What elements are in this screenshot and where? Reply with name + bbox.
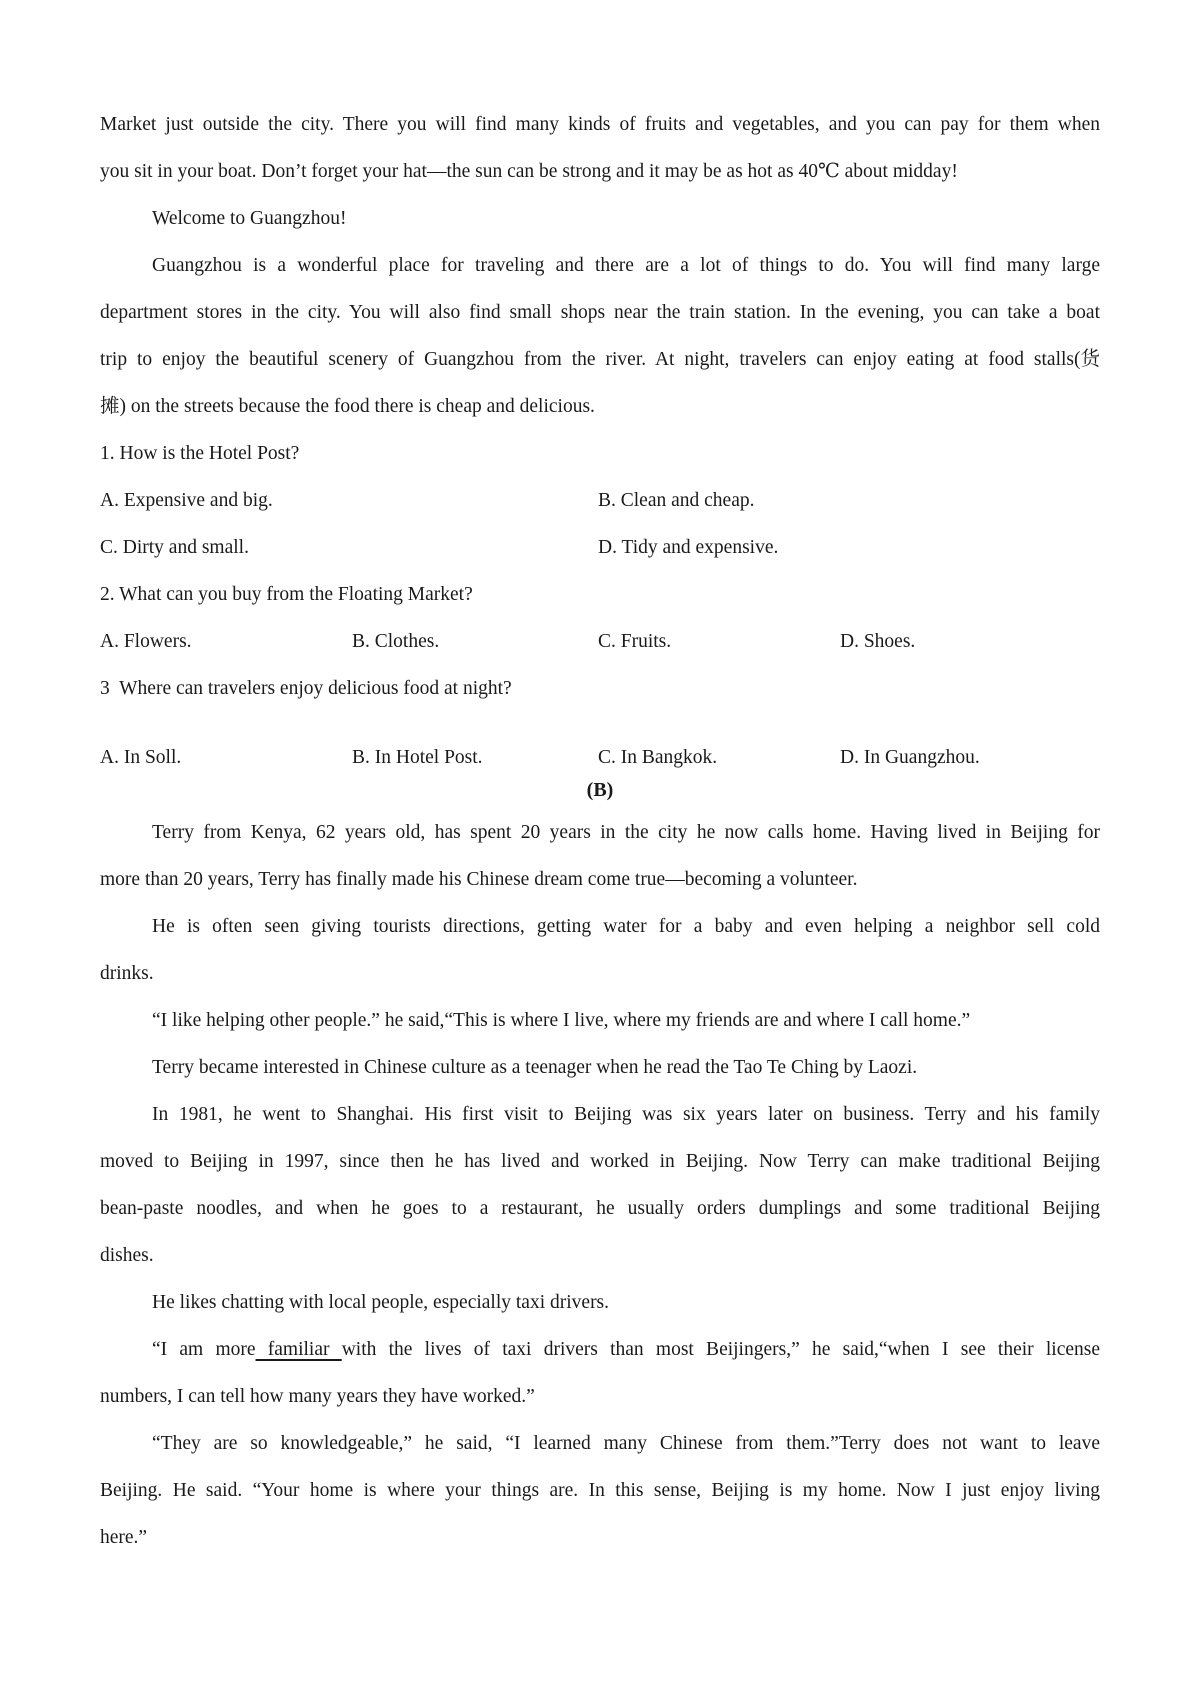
passage-a-line: [100, 242, 1100, 289]
passage-b-line: [100, 1185, 1100, 1232]
passage-a-line: [100, 148, 1100, 195]
option-a: A. Expensive and big.: [100, 490, 273, 511]
passage-a-line: [100, 383, 1100, 430]
passage-a-line: [100, 336, 1100, 383]
passage-text: dishes.: [100, 1245, 154, 1266]
section-b-header: (B): [586, 779, 614, 801]
passage-a-line: [100, 101, 1100, 148]
passage-b-line: [100, 1138, 1100, 1185]
passage-b-line: [100, 1091, 1100, 1138]
option-a: A. Flowers.: [100, 631, 192, 652]
passage-b-line: [100, 903, 1100, 950]
passage-a-welcome-line: [100, 195, 1100, 242]
question-2-text: [100, 571, 1100, 618]
passage-b-line: [100, 856, 1100, 903]
passage-text: “They are so knowledgeable,” he said, “I learned many Chinese from them.”Terry does not want to leave: [152, 1433, 1100, 1454]
passage-text: trip to enjoy the beautiful scenery of Guangzhou from the river. At night, travelers can enjoy eating at food stalls(货: [100, 349, 1100, 370]
passage-b-line: [100, 1279, 1100, 1326]
passage-text: Terry from Kenya, 62 years old, has spent 20 years in the city he now calls home. Having lived in Beijing for: [152, 822, 1100, 843]
question-text: 1. How is the Hotel Post?: [100, 443, 300, 464]
option-b: B. Clean and cheap.: [598, 490, 755, 511]
passage-text: Guangzhou is a wonderful place for traveling and there are a lot of things to do. You will find many large: [152, 255, 1100, 276]
passage-b-line: [100, 950, 1100, 997]
option-d: D. In Guangzhou.: [840, 747, 980, 768]
passage-text: bean-paste noodles, and when he goes to a restaurant, he usually orders dumplings and some traditional Beijing: [100, 1198, 1100, 1219]
passage-text: He is often seen giving tourists directions, getting water for a baby and even helping a neighbor sell cold: [152, 916, 1100, 937]
passage-b-line: [100, 1232, 1100, 1279]
passage-b-line: [100, 997, 1100, 1044]
option-c: C. Dirty and small.: [100, 537, 249, 558]
passage-b-line: [100, 1514, 1100, 1561]
question-1-text: [100, 430, 1100, 477]
option-a: A. In Soll.: [100, 747, 182, 768]
passage-text: moved to Beijing in 1997, since then he has lived and worked in Beijing. Now Terry can make traditional Beijing: [100, 1151, 1100, 1172]
passage-text: Welcome to Guangzhou!: [152, 208, 347, 229]
passage-text: here.”: [100, 1527, 148, 1548]
option-d: D. Shoes.: [840, 631, 916, 652]
passage-text: Terry became interested in Chinese culture as a teenager when he read the Tao Te Ching by Laozi.: [152, 1057, 918, 1078]
passage-b-line: [100, 1044, 1100, 1091]
option-d: D. Tidy and expensive.: [598, 537, 779, 558]
passage-text: Market just outside the city. There you will find many kinds of fruits and vegetables, and you can pay for them when: [100, 114, 1100, 135]
passage-text: 摊) on the streets because the food there is cheap and delicious.: [100, 396, 595, 417]
question-1-options-row-1: [100, 477, 1100, 524]
passage-text: “I like helping other people.” he said,“This is where I live, where my friends are and where I call home.”: [152, 1010, 971, 1031]
passage-text: In 1981, he went to Shanghai. His first visit to Beijing was six years later on business. Terry and his family: [152, 1104, 1100, 1125]
passage-b-line-with-underline: [100, 1326, 1100, 1373]
passage-b-line: [100, 1467, 1100, 1514]
passage-text: department stores in the city. You will also find small shops near the train station. In the evening, you can take a boat: [100, 302, 1100, 323]
passage-b-line: [100, 1420, 1100, 1467]
quote-text: “I am more: [152, 1339, 256, 1360]
passage-text: more than 20 years, Terry has finally made his Chinese dream come true—becoming a volunteer.: [100, 869, 858, 890]
passage-b-line: [100, 809, 1100, 856]
passage-text: you sit in your boat. Don’t forget your hat—the sun can be strong and it may be as hot as 40℃ about midday!: [100, 161, 958, 182]
option-b: B. In Hotel Post.: [352, 747, 483, 768]
passage-text: He likes chatting with local people, especially taxi drivers.: [152, 1292, 610, 1313]
quote-text: with the lives of taxi drivers than most Beijingers,” he said,“when I see their license: [341, 1339, 1101, 1360]
option-c: C. Fruits.: [598, 631, 672, 652]
passage-a-line: [100, 289, 1100, 336]
option-b: B. Clothes.: [352, 631, 440, 652]
passage-text: Beijing. He said. “Your home is where your things are. In this sense, Beijing is my home. Now I just enjoy living: [100, 1480, 1100, 1501]
passage-text: numbers, I can tell how many years they have worked.”: [100, 1386, 535, 1407]
question-1-options-row-2: [100, 524, 1100, 571]
option-c: C. In Bangkok.: [598, 747, 718, 768]
passage-b-line: [100, 1373, 1100, 1420]
question-text: 2. What can you buy from the Floating Market?: [100, 584, 473, 605]
underlined-word-familiar: familiar: [255, 1339, 342, 1360]
passage-text: drinks.: [100, 963, 154, 984]
question-2-options-row: [100, 618, 1100, 665]
question-3-text: [100, 665, 1100, 712]
question-text: 3 Where can travelers enjoy delicious food at night?: [100, 678, 512, 699]
